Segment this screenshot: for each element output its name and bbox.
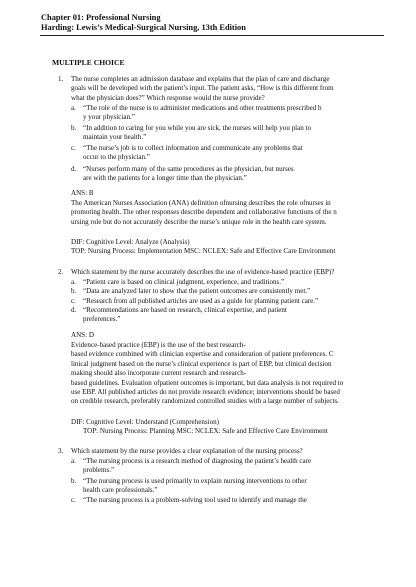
book-title: Harding: Lewis’s Medical-Surgical Nursing, 13th Edition [41,23,246,32]
section-heading: MULTIPLE CHOICE [52,58,125,67]
question-stem: The nurse completes an admission database and explains that the plan of care and discharge goals will be developed with the patient’s input. The patient asks, “How is this different from what the physician does?” Which response would the nurse provide? [71,75,334,102]
rationale-2: Evidence-based practice (EBP) is the use of the best research- based evidence combined with clinician expertise and consideration of patient preferences. C linical judgment based on the nurse’s clinical experience is part of EBP, but clinical decision making should also incorporate current research and research- based guidelines. Evaluation ofpatient outcomes is important, but data analysis is not required to use EBP. All published articles do not provide research evidence; interventions should be based on credible research, preferably randomized controlled studies with a large number of subjects. [71,341,344,406]
meta-2: DIF: Cognitive Level: Understand (Comprehension) TOP: Nursing Process: Planning MSC: NCLEX: Safe and Effective Care Environment [71,418,328,436]
chapter-title: Chapter 01: Professional Nursing [41,13,161,22]
rationale-1: The American Nurses Association (ANA) definition ofnursing describes the role ofnurses in promoting health. The other responses describe dependent and collaborative functions of the n ursing role but do not accurately describe the nurse’s unique role in the health care system. [71,199,337,226]
question-stem: Which statement by the nurse accurately describes the use of evidence-based practice (EBP)? [71,268,335,276]
document-page: Chapter 01: Professional Nursing Harding: Lewis’s Medical-Surgical Nursing, 13th Edition MULTIPLE CHOICE 1. The nurse completes an admission database and explains that the plan of care and discharge goals will be developed with the patient’s input. The patient asks, “How is this different from what the physician does?” Which response would the nurse provide? a. “The role of the nurse is to administer medications and other treatments prescribed b y your physician.” b. “In addition to caring for you while you are sick, the nurses will help you plan to maintain your health.” c. “The nurse’s job is to collect information and communicate any problems that occur to the physician.” d. “Nurses perform many of the same procedures as the physician, but nurses are with the patients for a longer time than the physician.” ANS: B The American Nurses Association (ANA) definition ofnursing describes the role ofnurses in promoting health. The other responses describe dependent and collaborative functions of the n ursing role but do not accurately describe the nurse’s unique role in the health care system. DIF: Cognitive Level: Analyze (Analysis) TOP: Nursing Process: Implementation MSC: NCLEX: Safe and Effective Care Environment 2. Which statement by the nurse accurately describes the use of evidence-based practice (EBP)? a. “Patient care is based on clinical judgment, experience, and traditions.” b. “Data are analyzed later to show that the patient outcomes are consistently met.” c. “Research from all published articles are used as a guide for planning patient care.” d. “Recommendations are based on research, clinical expertise, and patient preferences.” ANS: D Evidence-based practice (EBP) is the use of the best research- based evidence combined with clinician expertise and consideration of patient preferences. C linical judgment based on the nurse’s clinical experience is part of EBP, but clinical decision making should also incorporate current research and research- based guidelines. Evaluation ofpatient outcomes is important, but data analysis is not required to use EBP. All published articles do not provide research evidence; interventions should be based on credible research, preferably randomized controlled studies with a large number of subjects. DIF: Cognitive Level: Understand (Comprehension) TOP: Nursing Process: Planning MSC: NCLEX: Safe and Effective Care Environment 3. Which statement by the nurse provides a clear explanation of the nursing process? a. “The nursing process is a research method of diagnosing the patient’s health care problems.” b. “The nursing process is used primarily to explain nursing interventions to other health care professionals.” c. “The nursing process is a problem-solving tool used to identify and manage the [0,0,416,587]
question-number: 2. [58,268,64,276]
answer-1: ANS: B [71,189,94,197]
answer-2: ANS: D [71,331,94,339]
question-number: 1. [58,75,64,83]
meta-1: DIF: Cognitive Level: Analyze (Analysis) TOP: Nursing Process: Implementation MSC: NCLEX: Safe and Effective Care Environment [71,238,336,256]
question-stem: Which statement by the nurse provides a clear explanation of the nursing process? [71,447,303,455]
question-number: 3. [58,447,64,455]
header-rule [40,35,384,36]
